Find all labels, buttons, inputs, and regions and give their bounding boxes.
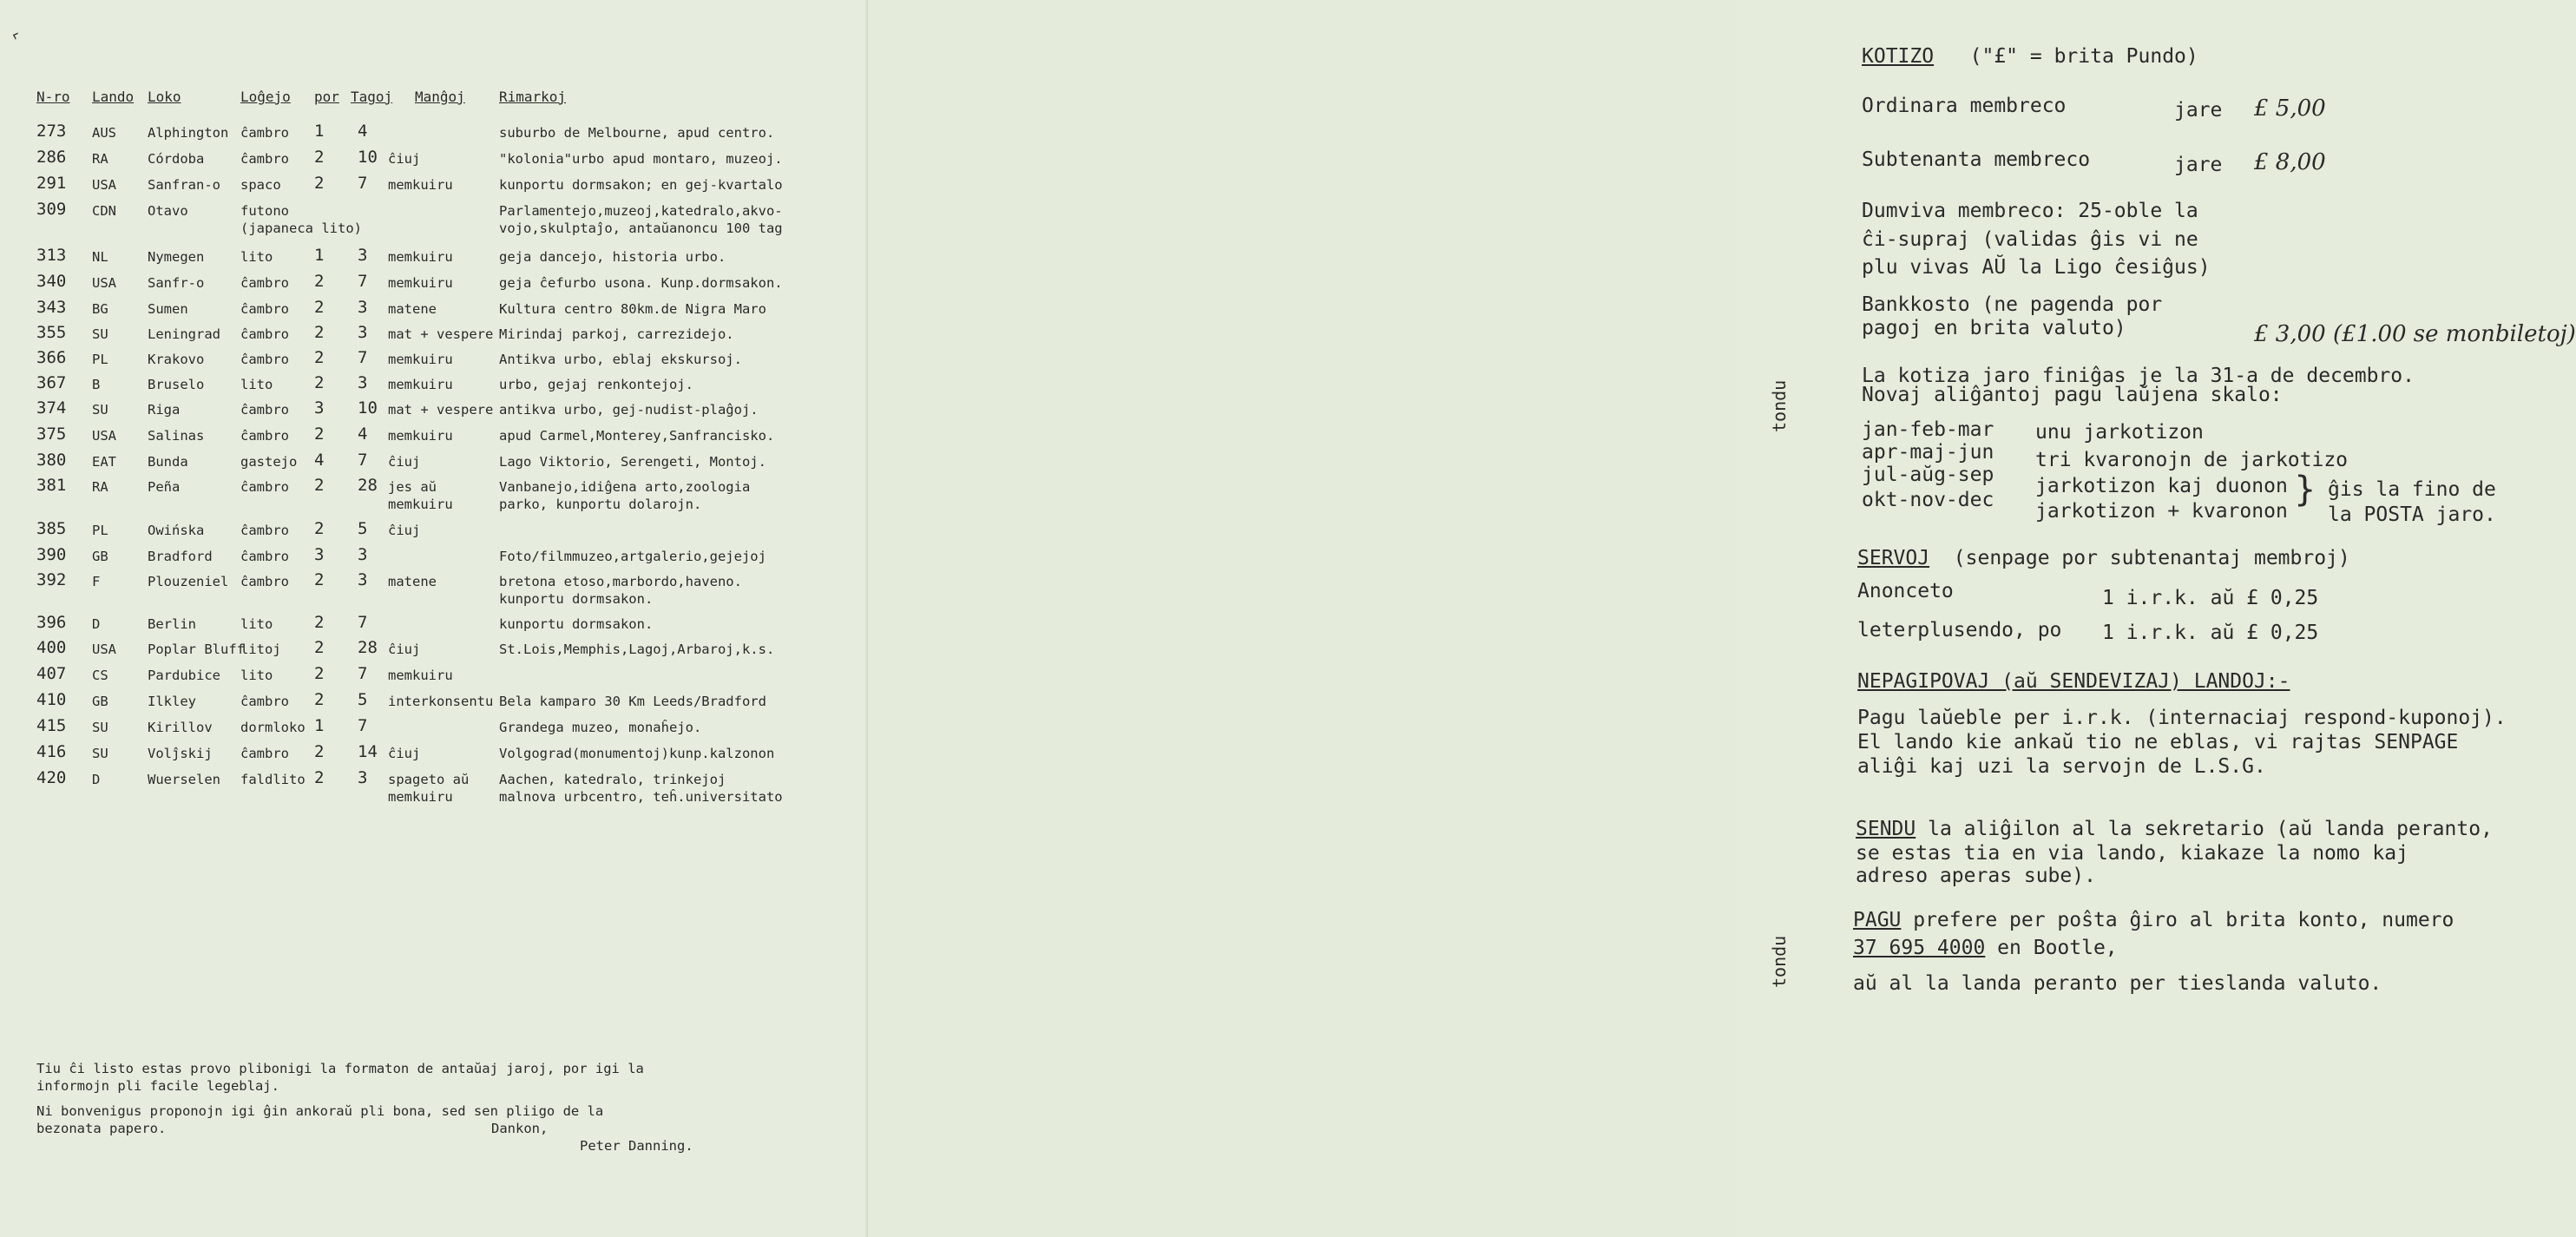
cell-tagoj: 7	[358, 451, 368, 470]
cell-mangoj: memkuiru	[388, 377, 453, 392]
cell-tagoj: 3	[358, 768, 368, 787]
cell-rim: Kultura centro 80km.de Nigra Maro	[499, 301, 766, 317]
cell-rim: Grandega muzeo, monaĥejo.	[499, 720, 702, 735]
cell-logejo: lito	[240, 377, 273, 392]
cell-loko: Berlin	[148, 616, 196, 632]
nepagipovaj-line: Pagu laŭeble per i.r.k. (internaciaj respond-kuponoj).	[1857, 707, 2507, 729]
cell-n: 366	[36, 348, 67, 367]
cell-n: 343	[36, 298, 67, 317]
cell-rim-continued: kunportu dormsakon.	[499, 591, 654, 607]
cell-n: 416	[36, 742, 67, 761]
cell-logejo: ĉambro	[240, 523, 289, 538]
cell-tagoj: 3	[358, 323, 368, 342]
cell-rim: kunportu dormsakon; en gej-kvartalo	[499, 177, 783, 193]
header-por: por	[314, 89, 339, 105]
cell-rim: geja dancejo, historia urbo.	[499, 249, 726, 265]
cell-lando: USA	[92, 642, 116, 657]
cell-mangoj: mat + vespere	[388, 326, 494, 342]
footnote-line: bezonata papero.	[36, 1121, 167, 1136]
cell-rim: Volgograd(monumentoj)kunp.kalzonon	[499, 746, 775, 761]
cell-loko: Volĵskij	[148, 746, 213, 761]
cell-n: 400	[36, 638, 67, 657]
dumviva-line: plu vivas AŬ la Ligo ĉesiĝus)	[1862, 256, 2211, 279]
kotizo-title: KOTIZO	[1862, 45, 1935, 68]
quarter-label: jul-aŭg-sep	[1862, 464, 1994, 486]
quarter-label: jan-feb-mar	[1862, 418, 1994, 441]
cell-n: 309	[36, 200, 67, 219]
cell-rim: Aachen, katedralo, trinkejoj	[499, 772, 726, 787]
header-logejo: Loĝejo	[240, 89, 291, 105]
cell-loko: Sumen	[148, 301, 188, 317]
cell-rim: kunportu dormsakon.	[499, 616, 654, 632]
kotiza-line: La kotiza jaro finiĝas je la 31-a de decembro.	[1862, 365, 2415, 387]
cell-tagoj: 3	[358, 545, 368, 564]
cell-tagoj: 3	[358, 298, 368, 317]
cell-n: 410	[36, 690, 67, 709]
cell-logejo: futono	[240, 203, 289, 219]
sendu-word: SENDU	[1856, 818, 1916, 840]
cell-rim: Foto/filmmuzeo,artgalerio,gejejoj	[499, 549, 766, 564]
cell-mangoj: matene	[388, 301, 437, 317]
cell-loko: Riga	[148, 402, 181, 418]
header-tagoj: Tagoj	[351, 89, 393, 105]
cell-rim: Vanbanejo,idiĝena arto,zoologia	[499, 479, 751, 495]
pagu-text: prefere per poŝta ĝiro al brita konto, numero	[1901, 909, 2454, 931]
cell-n: 396	[36, 613, 67, 632]
anonceto-value: 1 i.r.k. aŭ £ 0,25	[2102, 587, 2319, 609]
cell-por: 2	[314, 664, 325, 683]
cell-lando: SU	[92, 746, 108, 761]
cell-mangoj: memkuiru	[388, 177, 453, 193]
cell-por: 2	[314, 272, 325, 291]
pagu-line: aŭ al la landa peranto per tieslanda valuto.	[1853, 972, 2382, 995]
cell-n: 415	[36, 716, 67, 735]
footnote-line: Ni bonvenigus proponojn igi ĝin ankoraŭ pli bona, sed sen pliigo de la	[36, 1103, 604, 1119]
footnote-line: Tiu ĉi listo estas provo plibonigi la formaton de antaŭaj jaroj, por igi la	[36, 1061, 644, 1076]
cell-tagoj: 10	[358, 148, 378, 167]
cell-n: 367	[36, 373, 67, 392]
cell-mangoj: ĉiuj	[388, 151, 421, 167]
cell-por: 2	[314, 148, 325, 167]
cell-loko: Sanfr-o	[148, 275, 205, 291]
subtenanta-label: Subtenanta membreco	[1862, 148, 2091, 171]
quarter-value: jarkotizon kaj duonon	[2035, 475, 2288, 497]
cell-rim-continued: parko, kunportu dolarojn.	[499, 497, 702, 512]
cell-por: 2	[314, 373, 325, 392]
cell-loko: Córdoba	[148, 151, 205, 167]
cell-por: 2	[314, 570, 325, 589]
cell-n: 390	[36, 545, 67, 564]
quarter-value: tri kvaronojn de jarkotizo	[2035, 449, 2349, 471]
cell-logejo: dormloko	[240, 720, 306, 735]
cell-lando: D	[92, 772, 101, 787]
servoj-title: SERVOJ	[1857, 547, 1930, 569]
cell-loko: Leningrad	[148, 326, 220, 342]
cell-por: 2	[314, 690, 325, 709]
cell-lando: CS	[92, 668, 108, 683]
pagu-bootle: en Bootle,	[1985, 937, 2118, 959]
cell-lando: BG	[92, 301, 108, 317]
cell-tagoj: 4	[358, 424, 368, 444]
cell-n: 340	[36, 272, 67, 291]
cell-logejo: ĉambro	[240, 275, 289, 291]
leter-label: leterplusendo, po	[1857, 619, 2062, 642]
cell-lando: RA	[92, 479, 108, 495]
cell-mangoj: memkuiru	[388, 275, 453, 291]
cell-por: 2	[314, 424, 325, 444]
cell-logejo-continued: (japaneca lito)	[240, 220, 362, 236]
cell-n: 375	[36, 424, 67, 444]
cell-por: 2	[314, 638, 325, 657]
header-lando: Lando	[92, 89, 135, 105]
cell-rim: Lago Viktorio, Serengeti, Montoj.	[499, 454, 766, 470]
cell-mangoj: memkuiru	[388, 249, 453, 265]
cell-loko: Sanfran-o	[148, 177, 220, 193]
quarter-label: okt-nov-dec	[1862, 489, 1994, 511]
cell-loko: Pardubice	[148, 668, 220, 683]
cell-logejo: ĉambro	[240, 301, 289, 317]
cell-por: 2	[314, 768, 325, 787]
cell-loko: Bunda	[148, 454, 188, 470]
cell-mangoj: jes aŭ	[388, 479, 437, 495]
cell-n: 374	[36, 398, 67, 418]
bank-line: pagoj en brita valuto)	[1862, 317, 2126, 339]
kotizo-heading	[1862, 43, 2198, 69]
cell-logejo: ĉambro	[240, 125, 289, 141]
cell-por: 4	[314, 451, 325, 470]
cell-rim: antikva urbo, gej-nudist-plaĝoj.	[499, 402, 759, 418]
cell-tagoj: 10	[358, 398, 378, 418]
cell-lando: USA	[92, 177, 116, 193]
brace-icon: }	[2294, 470, 2316, 510]
cell-mangoj: memkuiru	[388, 352, 453, 367]
cell-tagoj: 3	[358, 373, 368, 392]
cell-logejo: faldlito	[240, 772, 306, 787]
header-n-ro: N-ro	[36, 89, 70, 105]
cell-n: 392	[36, 570, 67, 589]
nepagipovaj-title: NEPAGIPOVAJ (aŭ SENDEVIZAJ) LANDOJ:-	[1857, 670, 2290, 693]
subtenanta-per: jare	[2174, 154, 2223, 176]
cell-tagoj: 7	[358, 272, 368, 291]
cell-logejo: lito	[240, 668, 273, 683]
header-loko: Loko	[148, 89, 181, 105]
cut-mark-lower: tondu	[1769, 935, 1790, 988]
cell-tagoj: 7	[358, 716, 368, 735]
cell-rim: apud Carmel,Monterey,Sanfrancisko.	[499, 428, 775, 444]
signature: Peter Danning.	[580, 1138, 693, 1154]
header-rimarkoj: Rimarkoj	[499, 89, 567, 105]
cell-mangoj-continued: memkuiru	[388, 789, 453, 805]
cell-por: 2	[314, 613, 325, 632]
kotizo-note: ("£" = brita Pundo)	[1969, 45, 2198, 68]
cell-mangoj: ĉiuj	[388, 454, 421, 470]
cell-tagoj: 14	[358, 742, 378, 761]
cell-logejo: ĉambro	[240, 746, 289, 761]
cell-logejo: ĉambro	[240, 151, 289, 167]
subtenanta-amount: £ 8,00	[2254, 149, 2326, 175]
cell-n: 381	[36, 476, 67, 495]
header-mangoj: Manĝoj	[415, 89, 465, 105]
cell-rim-continued: vojo,skulptaĵo, antaŭanoncu 100 tag	[499, 220, 783, 236]
cell-tagoj: 4	[358, 122, 368, 141]
cell-loko: Plouzeniel	[148, 574, 229, 589]
cell-rim: suburbo de Melbourne, apud centro.	[499, 125, 775, 141]
cell-loko: Peña	[148, 479, 181, 495]
corner-mark: ‹	[7, 23, 24, 47]
cell-por: 2	[314, 476, 325, 495]
cell-rim: Parlamentejo,muzeoj,katedralo,akvo-	[499, 203, 783, 219]
cell-lando: RA	[92, 151, 108, 167]
bank-amount: £ 3,00 (£1.00 se monbiletoj)	[2254, 321, 2576, 347]
cell-n: 313	[36, 246, 67, 265]
cell-tagoj: 7	[358, 348, 368, 367]
cell-mangoj: interkonsentu	[388, 694, 494, 709]
cell-n: 273	[36, 122, 67, 141]
pagu-word: PAGU	[1853, 909, 1902, 931]
cell-logejo: ĉambro	[240, 694, 289, 709]
nepagipovaj-line: El lando kie ankaŭ tio ne eblas, vi rajtas SENPAGE	[1857, 731, 2459, 753]
cell-n: 286	[36, 148, 67, 167]
cell-mangoj: ĉiuj	[388, 523, 421, 538]
cell-loko: Bruselo	[148, 377, 205, 392]
ordinara-amount: £ 5,00	[2254, 95, 2326, 122]
cell-logejo: ĉambro	[240, 402, 289, 418]
ordinara-per: jare	[2174, 99, 2223, 122]
cell-lando: D	[92, 616, 101, 632]
cell-mangoj: memkuiru	[388, 428, 453, 444]
cell-loko: Otavo	[148, 203, 188, 219]
cell-loko: Bradford	[148, 549, 213, 564]
cell-lando: SU	[92, 402, 108, 418]
cell-por: 2	[314, 519, 325, 538]
cell-logejo: spaco	[240, 177, 281, 193]
cell-n: 407	[36, 664, 67, 683]
cell-lando: GB	[92, 549, 108, 564]
cell-logejo: ĉambro	[240, 326, 289, 342]
left-page	[0, 0, 868, 1237]
cell-tagoj: 7	[358, 613, 368, 632]
cell-mangoj-continued: memkuiru	[388, 497, 453, 512]
cell-logejo: ĉambro	[240, 352, 289, 367]
cell-n: 385	[36, 519, 67, 538]
cell-lando: NL	[92, 249, 108, 265]
cell-loko: Salinas	[148, 428, 205, 444]
cell-por: 3	[314, 545, 325, 564]
cut-mark-upper: tondu	[1769, 379, 1790, 432]
anonceto-label: Anonceto	[1857, 580, 1954, 602]
cell-mangoj: matene	[388, 574, 437, 589]
cell-mangoj: ĉiuj	[388, 642, 421, 657]
cell-tagoj: 3	[358, 246, 368, 265]
bank-line: Bankkosto (ne pagenda por	[1862, 293, 2163, 316]
cell-lando: CDN	[92, 203, 116, 219]
cell-lando: B	[92, 377, 101, 392]
brace-note: ĝis la fino de	[2328, 478, 2496, 501]
pagu-line	[1853, 935, 2118, 961]
cell-mangoj: memkuiru	[388, 668, 453, 683]
cell-lando: USA	[92, 275, 116, 291]
cell-lando: AUS	[92, 125, 116, 141]
sendu-line	[1856, 816, 2493, 842]
cell-n: 291	[36, 174, 67, 193]
cell-rim: St.Lois,Memphis,Lagoj,Arbaroj,k.s.	[499, 642, 775, 657]
account-number: 37 695 4000	[1853, 937, 1986, 959]
cell-rim: geja ĉefurbo usona. Kunp.dormsakon.	[499, 275, 783, 291]
cell-logejo: litoj	[240, 642, 281, 657]
cell-mangoj: mat + vespere	[388, 402, 494, 418]
cell-por: 1	[314, 246, 325, 265]
cell-loko: Owińska	[148, 523, 205, 538]
cell-lando: F	[92, 574, 101, 589]
cell-tagoj: 7	[358, 174, 368, 193]
kotiza-line: Novaj aliĝantoj pagu laŭjena skalo:	[1862, 384, 2283, 406]
servoj-note: (senpage por subtenantaj membroj)	[1953, 547, 2350, 569]
cell-mangoj: spageto aŭ	[388, 772, 470, 787]
cell-tagoj: 3	[358, 570, 368, 589]
cell-mangoj: ĉiuj	[388, 746, 421, 761]
cell-por: 1	[314, 716, 325, 735]
quarter-value: unu jarkotizon	[2035, 421, 2204, 444]
cell-rim: "kolonia"urbo apud montaro, muzeoj.	[499, 151, 783, 167]
footnote-line: informojn pli facile legeblaj.	[36, 1078, 279, 1094]
cell-loko: Ilkley	[148, 694, 196, 709]
cell-loko: Poplar Bluff	[148, 642, 245, 657]
cell-lando: SU	[92, 326, 108, 342]
cell-rim-continued: malnova urbcentro, teĥ.universitato	[499, 789, 783, 805]
cell-por: 1	[314, 122, 325, 141]
cell-lando: PL	[92, 352, 108, 367]
cell-rim: Mirindaj parkoj, carrezidejo.	[499, 326, 734, 342]
quarter-label: apr-maj-jun	[1862, 441, 1994, 464]
cell-rim: Bela kamparo 30 Km Leeds/Bradford	[499, 694, 766, 709]
cell-lando: PL	[92, 523, 108, 538]
cell-por: 2	[314, 742, 325, 761]
cell-logejo: lito	[240, 249, 273, 265]
cell-loko: Nymegen	[148, 249, 205, 265]
cell-logejo: gastejo	[240, 454, 298, 470]
sendu-line: adreso aperas sube).	[1856, 865, 2096, 887]
pagu-line	[1853, 907, 2454, 933]
cell-logejo: ĉambro	[240, 549, 289, 564]
cell-n: 420	[36, 768, 67, 787]
cell-n: 355	[36, 323, 67, 342]
cell-loko: Krakovo	[148, 352, 205, 367]
cell-por: 2	[314, 298, 325, 317]
cell-n: 380	[36, 451, 67, 470]
cell-por: 2	[314, 323, 325, 342]
cell-rim: urbo, gejaj renkontejoj.	[499, 377, 693, 392]
leter-value: 1 i.r.k. aŭ £ 0,25	[2102, 622, 2319, 644]
cell-lando: SU	[92, 720, 108, 735]
cell-por: 3	[314, 398, 325, 418]
cell-loko: Wuerselen	[148, 772, 220, 787]
cell-tagoj: 7	[358, 664, 368, 683]
right-page	[868, 0, 2576, 1237]
sendu-line: se estas tia en via lando, kiakaze la nomo kaj	[1856, 842, 2408, 865]
ordinara-label: Ordinara membreco	[1862, 95, 2067, 117]
cell-rim: Antikva urbo, eblaj ekskursoj.	[499, 352, 742, 367]
cell-lando: USA	[92, 428, 116, 444]
dumviva-line: ĉi-supraj (validas ĝis vi ne	[1862, 228, 2198, 251]
sendu-text: la aliĝilon al la sekretario (aŭ landa peranto,	[1916, 818, 2493, 840]
cell-loko: Alphington	[148, 125, 229, 141]
cell-tagoj: 28	[358, 476, 378, 495]
dumviva-line: Dumviva membreco: 25-oble la	[1862, 200, 2198, 222]
cell-lando: EAT	[92, 454, 116, 470]
quarter-value: jarkotizon + kvaronon	[2035, 500, 2288, 523]
cell-rim: bretona etoso,marbordo,haveno.	[499, 574, 742, 589]
cell-tagoj: 28	[358, 638, 378, 657]
cell-logejo: ĉambro	[240, 479, 289, 495]
cell-logejo: ĉambro	[240, 574, 289, 589]
cell-logejo: ĉambro	[240, 428, 289, 444]
cell-lando: GB	[92, 694, 108, 709]
cell-por: 2	[314, 348, 325, 367]
nepagipovaj-line: aliĝi kaj uzi la servojn de L.S.G.	[1857, 755, 2266, 778]
cell-tagoj: 5	[358, 519, 368, 538]
cell-por: 2	[314, 174, 325, 193]
brace-note: la POSTA jaro.	[2328, 503, 2496, 526]
cell-tagoj: 5	[358, 690, 368, 709]
cell-logejo: lito	[240, 616, 273, 632]
servoj-heading	[1857, 545, 2350, 571]
cell-loko: Kirillov	[148, 720, 213, 735]
thanks: Dankon,	[491, 1121, 549, 1136]
